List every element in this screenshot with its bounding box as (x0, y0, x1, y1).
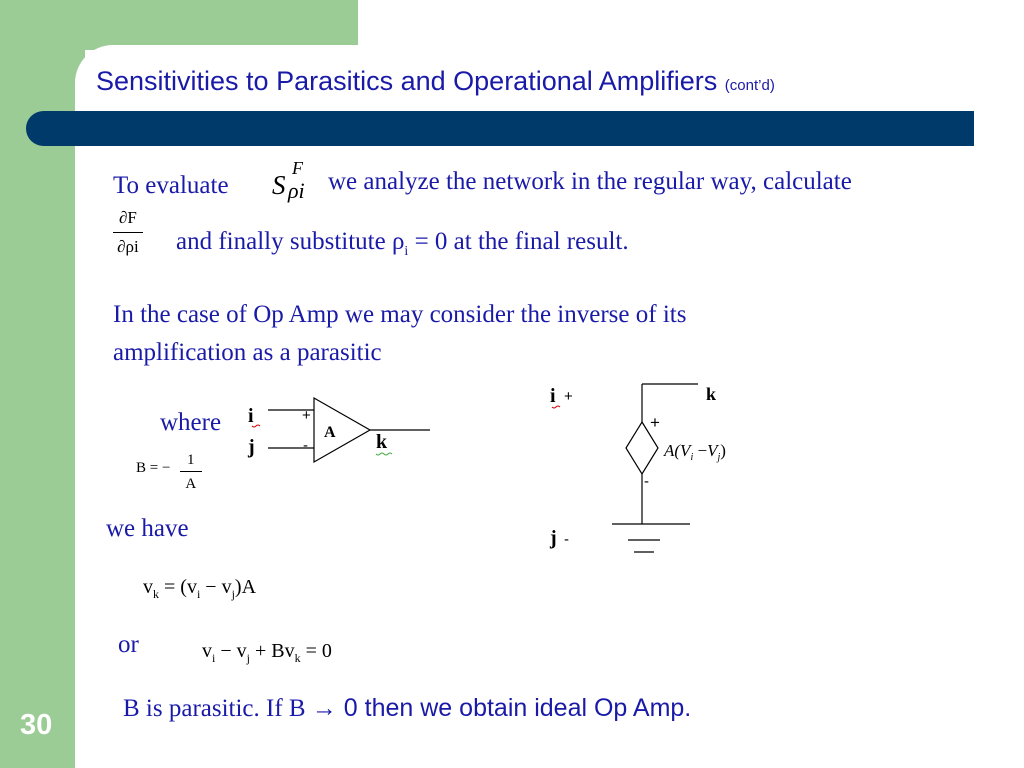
top-accent-band (85, 0, 358, 50)
title-suffix: (cont’d) (724, 77, 775, 94)
we-have-text: we have (106, 515, 189, 542)
to-evaluate-text: To evaluate (113, 172, 229, 199)
opamp-input-j-label: j (248, 436, 255, 458)
slide-number: 30 (20, 709, 53, 741)
arrow-icon: → (311, 695, 337, 722)
opamp-output-k-label: k (376, 431, 388, 453)
opamp-input-i-label: i (248, 405, 254, 427)
source-gain-expression: $A(V_i -V_j)$ (664, 441, 726, 463)
conclusion-text: B is parasitic. If B → 0 then we obtain ideal Op Amp. (123, 694, 692, 722)
opamp-minus-sign: - (303, 437, 308, 454)
node-j-sign: - (564, 531, 569, 548)
node-i-label: i (550, 385, 556, 407)
spell-underline-k (376, 453, 392, 455)
dependent-source-diagram (540, 380, 770, 570)
equation-bvk: $v_i - v_j + Bv_k = 0$ (202, 640, 332, 665)
where-text: where (160, 409, 222, 436)
partial-derivative: $\frac{\partial F}{\partial\rho i}$ (113, 208, 143, 257)
title-underline-bar (26, 111, 974, 146)
analyze-text: we analyze the network in the regular way, calculate (328, 168, 852, 195)
node-j-label: j (550, 527, 557, 549)
equation-vk: $v_k = (v_i - v_j)A$ (143, 576, 257, 601)
node-i-sign: + (564, 388, 573, 405)
sensitivity-symbol: S F ρi (272, 158, 305, 203)
source-minus-sign: - (644, 473, 649, 490)
or-text: or (118, 631, 139, 658)
source-plus-sign: + (650, 413, 660, 432)
opamp-text-line2: amplification as a parasitic (113, 339, 382, 366)
slide-title: Sensitivities to Parasitics and Operational Amplifiers (cont’d) (96, 66, 775, 96)
opamp-plus-sign: + (302, 407, 311, 424)
node-k-label: k (706, 384, 717, 404)
opamp-symbol (240, 396, 440, 468)
opamp-gain-label: A (324, 424, 336, 441)
substitute-text: and finally substitute $\rho_i = 0$ at the final result. (176, 228, 629, 259)
opamp-text-line1: In the case of Op Amp we may consider the inverse of its (113, 301, 687, 328)
